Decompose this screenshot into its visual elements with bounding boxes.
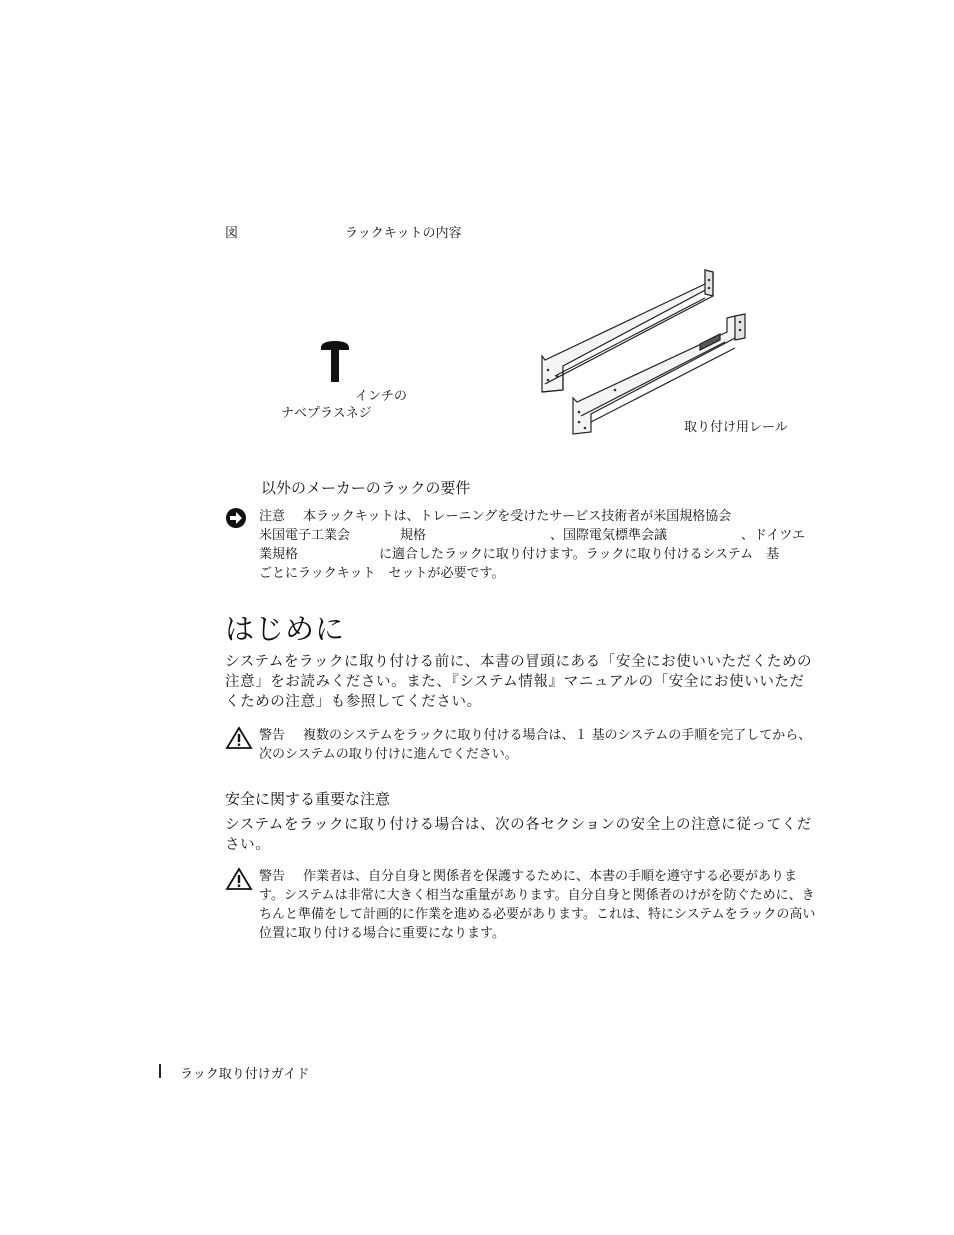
intro-warning-block bbox=[225, 726, 817, 766]
notice-line3-b: に適合したラックに取り付けます。ラックに取り付けるシステム 基 bbox=[379, 547, 780, 562]
screw-icon bbox=[318, 338, 352, 384]
rail-label: 取り付け用レール bbox=[684, 420, 788, 435]
screw-label-line2: ナベプラスネジ bbox=[281, 406, 372, 421]
notice-line2-a: 米国電子工業会 bbox=[259, 528, 351, 543]
notice-label: 注意 bbox=[259, 509, 286, 524]
intro-warning-text bbox=[259, 726, 817, 764]
safety-warning-label: 警告 bbox=[259, 869, 286, 884]
notice-line2-b: 規格 bbox=[400, 528, 427, 543]
safety-warning-block bbox=[225, 867, 817, 947]
safety-warning-body: 作業者は、自分自身と関係者を保護するために、本書の手順を遵守する必要があります。システムは非常に大きく相当な重量があります。自分自身と関係者のけがを防ぐために、きちんと準備をして計画的に作業を進める必要があります。これは、特にシステムをラックの高い位置に取り付ける場合に重要になります。 bbox=[259, 869, 816, 941]
safety-warning-text bbox=[259, 867, 817, 943]
intro-warning-body: 複数のシステムをラックに取り付ける場合は、１ 基のシステムの手順を完了してから、次のシステムの取り付けに進んでください。 bbox=[259, 728, 812, 762]
warning-triangle-icon bbox=[225, 726, 253, 750]
notice-line1: 本ラックキットは、トレーニングを受けたサービス技術者が米国規格協会 bbox=[303, 509, 732, 524]
safety-paragraph: システムをラックに取り付ける場合は、次の各セクションの安全上の注意に従ってください。 bbox=[225, 817, 812, 853]
notice-line2-d: 、ドイツエ bbox=[741, 528, 806, 543]
notice-arrow-icon bbox=[225, 507, 247, 529]
intro-paragraph: システムをラックに取り付ける前に、本書の冒頭にある「安全にお使いいただくための注意」をお読みください。また、『システム情報』マニュアルの「安全にお使いいただくための注意」も参照してください。 bbox=[225, 654, 813, 710]
notice-line2-c: 、国際電気標準会議 bbox=[550, 528, 668, 543]
requirements-heading: 以外のメーカーのラックの要件 bbox=[261, 479, 471, 497]
notice-text bbox=[259, 507, 817, 583]
figure-caption: ラックキットの内容 bbox=[345, 226, 462, 241]
notice-line3-a: 業規格 bbox=[259, 547, 299, 562]
notice-block bbox=[225, 507, 817, 587]
footer-title: ラック取り付けガイド bbox=[180, 1067, 310, 1082]
screw-label-line1: インチの bbox=[355, 389, 408, 404]
rail-illustration bbox=[535, 266, 750, 440]
intro-warning-label: 警告 bbox=[259, 728, 286, 743]
page-tab-mark bbox=[159, 1064, 161, 1078]
warning-triangle-icon bbox=[225, 867, 253, 891]
notice-line4: ごとにラックキット セットが必要です。 bbox=[259, 566, 505, 581]
figure-number: 図 bbox=[225, 226, 239, 241]
intro-heading: はじめに bbox=[225, 612, 346, 646]
safety-heading: 安全に関する重要な注意 bbox=[225, 790, 391, 808]
